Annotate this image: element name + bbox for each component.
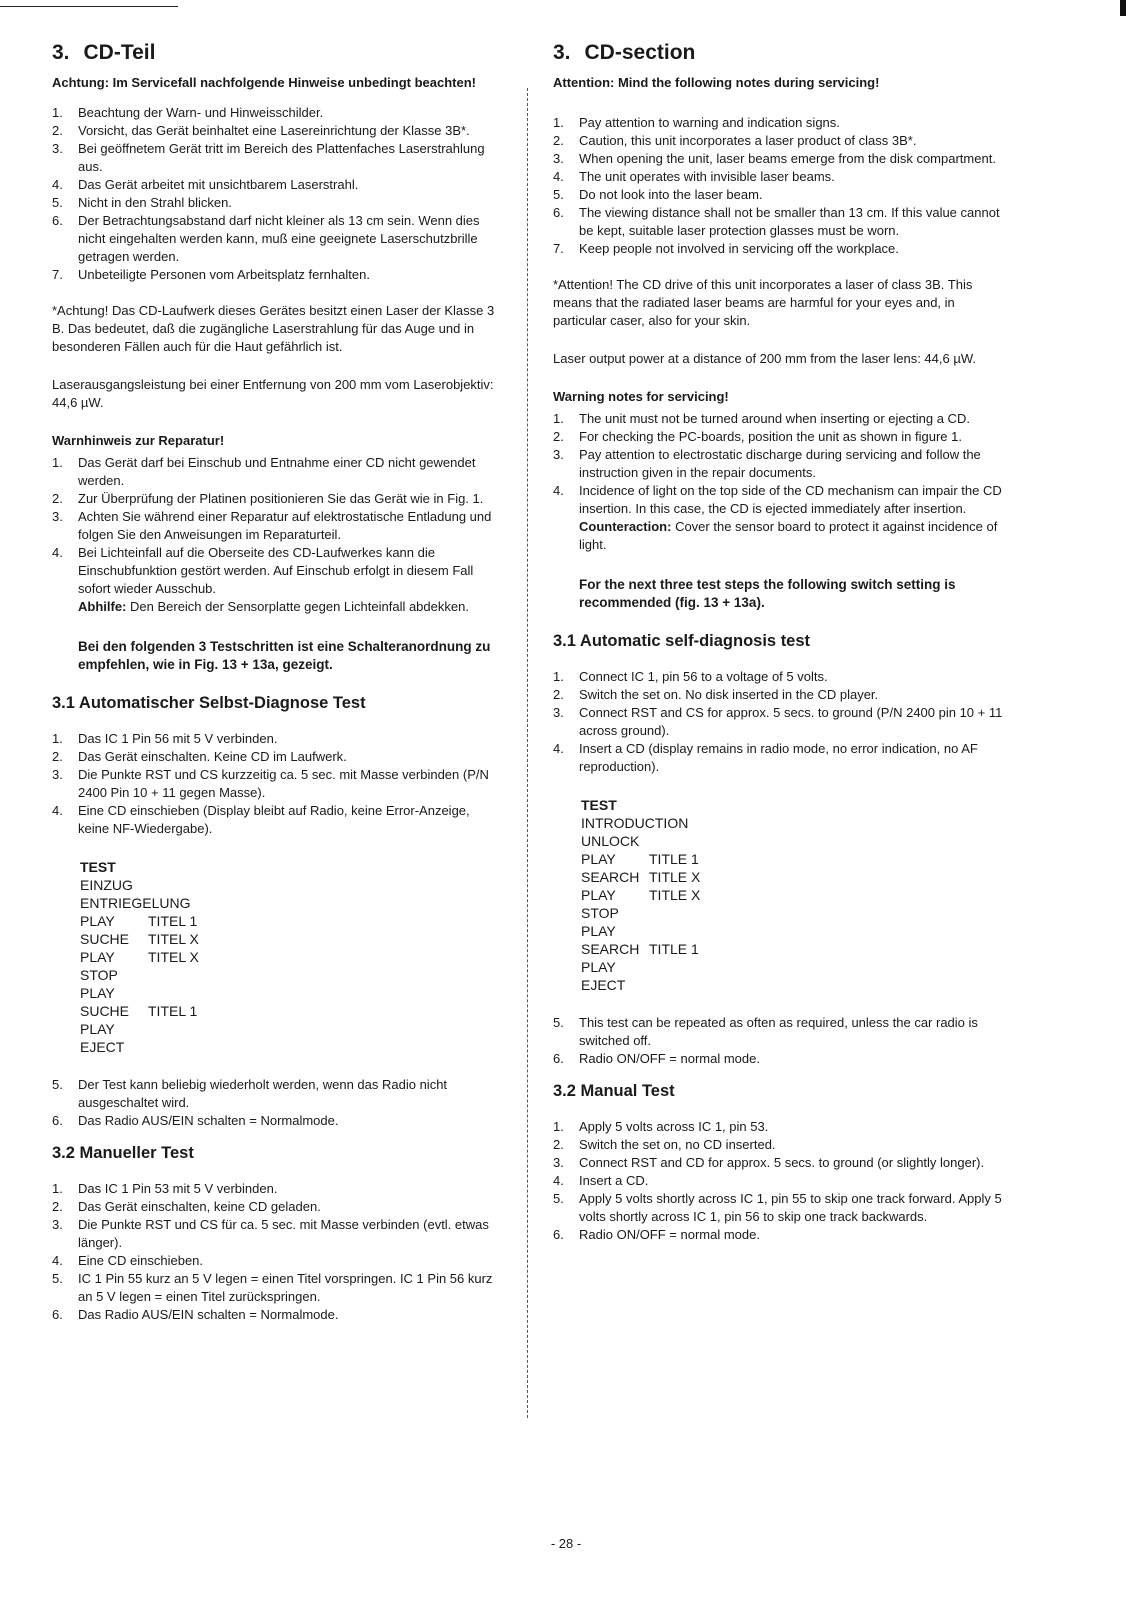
list-item — [52, 140, 504, 176]
test-argument: TITEL X — [148, 949, 199, 965]
test-command: PLAY — [80, 985, 115, 1001]
laser-power-note: Laserausgangsleistung bei einer Entfernung von 200 mm vom Laserobjektiv: 44,6 µW. — [52, 377, 494, 410]
remedy-note: Counteraction: Cover the sensor board to protect it against incidence of light. — [579, 519, 998, 552]
laser-class-note: *Attention! The CD drive of this unit incorporates a laser of class 3B. This means that the radiated laser beams are harmful for your eyes and, in particular caser, also for your skin. — [553, 277, 973, 328]
item-number: 6. — [553, 1227, 564, 1242]
repair-heading: Warnhinweis zur Reparatur! — [52, 433, 225, 448]
list-item — [52, 1076, 504, 1112]
item-number: 6. — [553, 1051, 564, 1066]
test-argument: TITLE X — [649, 887, 701, 903]
item-number: 1. — [553, 1119, 564, 1134]
test-argument: TITEL 1 — [148, 913, 198, 929]
test-step — [581, 976, 1005, 994]
list-item — [553, 668, 1005, 686]
section-title: 3. CD-Teil — [52, 41, 156, 64]
item-number: 2. — [52, 749, 63, 764]
list-item — [52, 730, 504, 748]
item-number: 5. — [553, 1015, 564, 1030]
repair-list — [52, 454, 504, 598]
attention-heading: Achtung: Im Servicefall nachfolgende Hinweise unbedingt beachten! — [52, 75, 477, 90]
test-command: PLAY — [80, 913, 115, 929]
list-item — [553, 704, 1005, 740]
test-argument: TITLE 1 — [649, 941, 699, 957]
test-step — [80, 984, 504, 1002]
item-text: Der Test kann beliebig wiederholt werden, wenn das Radio nicht ausgeschaltet wird. — [78, 1077, 448, 1110]
list-item — [52, 212, 504, 266]
item-text: Eine CD einschieben (Display bleibt auf Radio, keine Error-Anzeige, keine NF-Wiedergabe). — [78, 803, 470, 836]
column-english — [553, 40, 1005, 1244]
item-text: For checking the PC-boards, position the unit as shown in figure 1. — [579, 429, 962, 444]
test-command: TEST — [80, 859, 116, 875]
item-text: Radio ON/OFF = normal mode. — [579, 1227, 760, 1242]
item-text: Switch the set on, no CD inserted. — [579, 1137, 776, 1152]
item-text: Achten Sie während einer Reparatur auf elektrostatische Entladung und folgen Sie den Anweisungen im Reparaturteil. — [78, 509, 492, 542]
item-number: 2. — [52, 491, 63, 506]
test-step — [581, 868, 1005, 886]
item-text: Pay attention to warning and indication signs. — [579, 115, 840, 130]
list-item — [553, 1172, 1005, 1190]
item-number: 6. — [52, 1307, 63, 1322]
test-step — [80, 966, 504, 984]
test-step — [80, 894, 504, 912]
section-title: 3. CD-section — [553, 41, 696, 64]
list-item — [553, 168, 1005, 186]
item-text: When opening the unit, laser beams emerge from the disk compartment. — [579, 151, 996, 166]
test-command: PLAY — [80, 949, 115, 965]
item-text: Connect RST and CD for approx. 5 secs. to ground (or slightly longer). — [579, 1155, 985, 1170]
item-text: Radio ON/OFF = normal mode. — [579, 1051, 760, 1066]
item-number: 1. — [52, 455, 63, 470]
item-number: 3. — [52, 141, 63, 156]
test-command: SUCHE — [80, 1003, 130, 1019]
test-step — [80, 930, 504, 948]
test-command: EJECT — [581, 977, 626, 993]
item-text: Insert a CD (display remains in radio mode, no error indication, no AF reproduction). — [579, 741, 978, 774]
item-text: Unbeteiligte Personen vom Arbeitsplatz fernhalten. — [78, 267, 370, 282]
manual-test-heading: 3.2 Manual Test — [553, 1082, 675, 1100]
test-command: EINZUG — [80, 877, 133, 893]
list-item — [52, 1306, 504, 1324]
item-number: 7. — [52, 267, 63, 282]
item-number: 6. — [52, 1113, 63, 1128]
item-number: 4. — [553, 1173, 564, 1188]
list-item — [553, 1190, 1005, 1226]
list-item — [52, 266, 504, 284]
list-item — [52, 1198, 504, 1216]
item-text: The unit must not be turned around when inserting or ejecting a CD. — [579, 411, 970, 426]
list-item — [52, 104, 504, 122]
repair-heading: Warning notes for servicing! — [553, 389, 729, 404]
item-text: Das Gerät arbeitet mit unsichtbarem Laserstrahl. — [78, 177, 359, 192]
item-number: 3. — [553, 1155, 564, 1170]
item-number: 5. — [553, 1191, 564, 1206]
auto-test-steps-after — [52, 1076, 504, 1130]
item-number: 4. — [52, 803, 63, 818]
list-item — [553, 132, 1005, 150]
list-item — [52, 802, 504, 838]
test-command: EJECT — [80, 1039, 125, 1055]
list-item — [553, 740, 1005, 776]
item-text: The viewing distance shall not be smaller than 13 cm. If this value cannot be kept, suitable laser protection glasses must be worn. — [579, 205, 1000, 238]
item-number: 4. — [52, 1253, 63, 1268]
warning-list — [553, 114, 1005, 258]
list-item — [52, 1112, 504, 1130]
auto-test-steps-after — [553, 1014, 1005, 1068]
test-step — [581, 958, 1005, 976]
item-number: 1. — [52, 1181, 63, 1196]
test-command: TEST — [581, 797, 617, 813]
list-item — [52, 748, 504, 766]
item-text: Nicht in den Strahl blicken. — [78, 195, 232, 210]
item-text: Bei Lichteinfall auf die Oberseite des CD-Laufwerkes kann die Einschubfunktion gestört werden. Auf Einschub erfolgt in diesem Fall sofort wieder Ausschub. — [78, 545, 474, 596]
list-item — [52, 194, 504, 212]
test-argument: TITLE 1 — [649, 851, 699, 867]
test-command: STOP — [80, 967, 118, 983]
item-number: 2. — [553, 133, 564, 148]
list-item — [553, 150, 1005, 168]
list-item — [52, 454, 504, 490]
list-item — [553, 1050, 1005, 1068]
item-text: Apply 5 volts across IC 1, pin 53. — [579, 1119, 769, 1134]
test-command: SUCHE — [80, 931, 130, 947]
list-item — [553, 686, 1005, 704]
attention-heading: Attention: Mind the following notes during servicing! — [553, 75, 880, 90]
list-item — [52, 766, 504, 802]
test-step — [581, 850, 1005, 868]
test-command: SEARCH — [581, 941, 640, 957]
test-argument: TITLE X — [649, 869, 701, 885]
item-number: 5. — [52, 195, 63, 210]
test-step — [80, 876, 504, 894]
corner-mark — [1120, 0, 1126, 16]
item-number: 3. — [553, 151, 564, 166]
column-german — [52, 40, 504, 1324]
test-command: PLAY — [80, 1021, 115, 1037]
remedy-note: Abhilfe: Den Bereich der Sensorplatte gegen Lichteinfall abdekken. — [78, 599, 469, 614]
item-number: 1. — [52, 105, 63, 120]
item-text: Connect IC 1, pin 56 to a voltage of 5 volts. — [579, 669, 828, 684]
item-text: Die Punkte RST und CS kurzzeitig ca. 5 sec. mit Masse verbinden (P/N 2400 Pin 10 + 11 gegen Masse). — [78, 767, 489, 800]
item-number: 2. — [52, 123, 63, 138]
list-item — [553, 240, 1005, 258]
item-text: Do not look into the laser beam. — [579, 187, 763, 202]
item-number: 1. — [52, 731, 63, 746]
list-item — [52, 544, 504, 598]
item-number: 5. — [52, 1271, 63, 1286]
test-step — [581, 922, 1005, 940]
test-step — [80, 858, 504, 876]
warning-list — [52, 104, 504, 284]
list-item — [52, 1216, 504, 1252]
item-number: 1. — [553, 669, 564, 684]
test-argument: TITEL 1 — [148, 1003, 198, 1019]
list-item — [553, 482, 1005, 518]
manual-test-heading: 3.2 Manueller Test — [52, 1144, 194, 1162]
item-number: 2. — [52, 1199, 63, 1214]
item-number: 6. — [52, 213, 63, 228]
item-text: Der Betrachtungsabstand darf nicht kleiner als 13 cm sein. Wenn dies nicht eingehalten werden kann, muß eine geeignete Laserschutzbrille getragen werden. — [78, 213, 480, 264]
manual-test-steps — [52, 1180, 504, 1324]
list-item — [553, 446, 1005, 482]
item-number: 4. — [553, 483, 564, 498]
test-argument: TITEL X — [148, 931, 199, 947]
auto-test-heading: 3.1 Automatic self-diagnosis test — [553, 632, 811, 650]
item-text: Das Radio AUS/EIN schalten = Normalmode. — [78, 1307, 339, 1322]
item-number: 3. — [52, 509, 63, 524]
test-command: UNLOCK — [581, 833, 640, 849]
list-item — [52, 122, 504, 140]
top-rule — [0, 6, 178, 7]
test-command: PLAY — [581, 887, 616, 903]
page-number: - 28 - — [550, 1536, 582, 1551]
item-number: 1. — [553, 115, 564, 130]
item-text: Das IC 1 Pin 56 mit 5 V verbinden. — [78, 731, 278, 746]
item-number: 1. — [553, 411, 564, 426]
test-step — [80, 1002, 504, 1020]
list-item — [52, 1252, 504, 1270]
item-text: Eine CD einschieben. — [78, 1253, 204, 1268]
test-step — [80, 1020, 504, 1038]
test-step — [581, 940, 1005, 958]
item-number: 2. — [553, 429, 564, 444]
test-command: STOP — [581, 905, 619, 921]
switch-setting-note: Bei den folgenden 3 Testschritten ist eine Schalteranordnung zu empfehlen, wie in Fig. 13 + 13a, gezeigt. — [78, 639, 491, 672]
switch-setting-note: For the next three test steps the following switch setting is recommended (fig. 13 + 13a). — [579, 577, 956, 610]
repair-list — [553, 410, 1005, 518]
item-text: Bei geöffnetem Gerät tritt im Bereich des Plattenfaches Laserstrahlung aus. — [78, 141, 485, 174]
item-text: Insert a CD. — [579, 1173, 649, 1188]
item-text: Das IC 1 Pin 53 mit 5 V verbinden. — [78, 1181, 278, 1196]
list-item — [553, 186, 1005, 204]
item-number: 3. — [553, 447, 564, 462]
list-item — [52, 1180, 504, 1198]
test-command: INTRODUCTION — [581, 815, 689, 831]
test-sequence — [581, 796, 1005, 994]
item-number: 5. — [52, 1077, 63, 1092]
test-command: ENTRIEGELUNG — [80, 895, 191, 911]
test-step — [581, 832, 1005, 850]
test-step — [581, 886, 1005, 904]
item-number: 3. — [52, 1217, 63, 1232]
test-sequence — [80, 858, 504, 1056]
item-text: Pay attention to electrostatic discharge during servicing and follow the instruction given in the repair documents. — [579, 447, 981, 480]
item-text: Vorsicht, das Gerät beinhaltet eine Lasereinrichtung der Klasse 3B*. — [78, 123, 470, 138]
item-text: Die Punkte RST und CS für ca. 5 sec. mit Masse verbinden (evtl. etwas länger). — [78, 1217, 489, 1250]
laser-class-note: *Achtung! Das CD-Laufwerk dieses Gerätes besitzt einen Laser der Klasse 3 B. Das bedeutet, daß die zugängliche Laserstrahlung für das Auge und in besonderen Fällen auch für die Haut gefährlich ist. — [52, 303, 495, 354]
test-step — [581, 796, 1005, 814]
test-command: SEARCH — [581, 869, 640, 885]
item-number: 3. — [553, 705, 564, 720]
list-item — [553, 114, 1005, 132]
item-number: 7. — [553, 241, 564, 256]
item-text: The unit operates with invisible laser beams. — [579, 169, 835, 184]
item-text: Beachtung der Warn- und Hinweisschilder. — [78, 105, 324, 120]
item-number: 2. — [553, 687, 564, 702]
list-item — [553, 204, 1005, 240]
item-number: 2. — [553, 1137, 564, 1152]
auto-test-heading: 3.1 Automatischer Selbst-Diagnose Test — [52, 694, 366, 712]
manual-test-steps — [553, 1118, 1005, 1244]
item-text: Das Gerät darf bei Einschub und Entnahme einer CD nicht gewendet werden. — [78, 455, 476, 488]
auto-test-steps — [553, 668, 1005, 776]
item-text: Apply 5 volts shortly across IC 1, pin 55 to skip one track forward. Apply 5 volts shortly across IC 1, pin 56 to skip one track backwards. — [579, 1191, 1002, 1224]
test-command: PLAY — [581, 851, 616, 867]
item-text: Das Gerät einschalten. Keine CD im Laufwerk. — [78, 749, 347, 764]
list-item — [553, 428, 1005, 446]
item-number: 3. — [52, 767, 63, 782]
item-number: 4. — [52, 177, 63, 192]
list-item — [553, 1154, 1005, 1172]
list-item — [553, 1136, 1005, 1154]
item-text: Das Radio AUS/EIN schalten = Normalmode. — [78, 1113, 339, 1128]
list-item — [52, 1270, 504, 1306]
item-text: Connect RST and CS for approx. 5 secs. to ground (P/N 2400 pin 10 + 11 across ground). — [579, 705, 1003, 738]
item-number: 6. — [553, 205, 564, 220]
test-step — [80, 912, 504, 930]
list-item — [553, 410, 1005, 428]
test-step — [80, 1038, 504, 1056]
item-text: Switch the set on. No disk inserted in the CD player. — [579, 687, 879, 702]
test-command: PLAY — [581, 959, 616, 975]
test-step — [581, 904, 1005, 922]
list-item — [52, 508, 504, 544]
item-number: 4. — [553, 741, 564, 756]
laser-power-note: Laser output power at a distance of 200 mm from the laser lens: 44,6 µW. — [553, 351, 976, 366]
item-text: Caution, this unit incorporates a laser product of class 3B*. — [579, 133, 917, 148]
item-text: Incidence of light on the top side of the CD mechanism can impair the CD insertion. In this case, the CD is ejected immediately after insertion. — [579, 483, 1002, 516]
list-item — [553, 1226, 1005, 1244]
item-text: Zur Überprüfung der Platinen positionieren Sie das Gerät wie in Fig. 1. — [78, 491, 484, 506]
test-command: PLAY — [581, 923, 616, 939]
item-text: Das Gerät einschalten, keine CD geladen. — [78, 1199, 321, 1214]
item-text: IC 1 Pin 55 kurz an 5 V legen = einen Titel vorspringen. IC 1 Pin 56 kurz an 5 V legen = einen Titel zurückspringen. — [78, 1271, 493, 1304]
item-number: 4. — [553, 169, 564, 184]
list-item — [553, 1118, 1005, 1136]
item-number: 4. — [52, 545, 63, 560]
test-step — [80, 948, 504, 966]
test-step — [581, 814, 1005, 832]
list-item — [553, 1014, 1005, 1050]
item-text: Keep people not involved in servicing off the workplace. — [579, 241, 899, 256]
item-text: This test can be repeated as often as required, unless the car radio is switched off. — [579, 1015, 978, 1048]
item-number: 5. — [553, 187, 564, 202]
list-item — [52, 176, 504, 194]
column-divider — [527, 88, 528, 1418]
list-item — [52, 490, 504, 508]
auto-test-steps — [52, 730, 504, 838]
